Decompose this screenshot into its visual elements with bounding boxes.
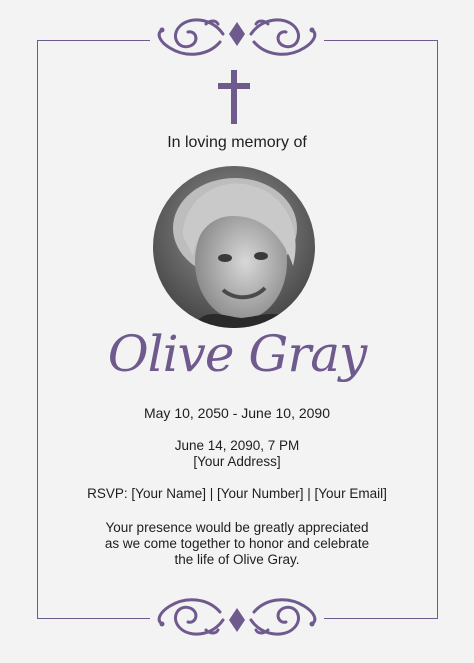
closing-message-line: Your presence would be greatly appreciated	[105, 520, 369, 535]
portrait-photo	[153, 166, 315, 328]
intro-text: In loving memory of	[167, 134, 307, 151]
closing-message-line: the life of Olive Gray.	[174, 552, 300, 567]
life-dates: May 10, 2050 - June 10, 2090	[143, 405, 331, 421]
deceased-name: Olive Gray	[107, 325, 367, 383]
rsvp-line: RSVP: [Your Name] | [Your Number] | [Your Email]	[87, 486, 387, 501]
service-datetime: June 14, 2090, 7 PM	[174, 438, 300, 453]
flourish-ornament-top	[150, 12, 324, 64]
closing-message-line: as we come together to honor and celebrate	[104, 536, 370, 551]
service-address: [Your Address]	[193, 454, 281, 469]
cross-icon	[218, 70, 250, 124]
closing-message	[0, 520, 474, 568]
flourish-ornament-bottom	[150, 590, 324, 642]
